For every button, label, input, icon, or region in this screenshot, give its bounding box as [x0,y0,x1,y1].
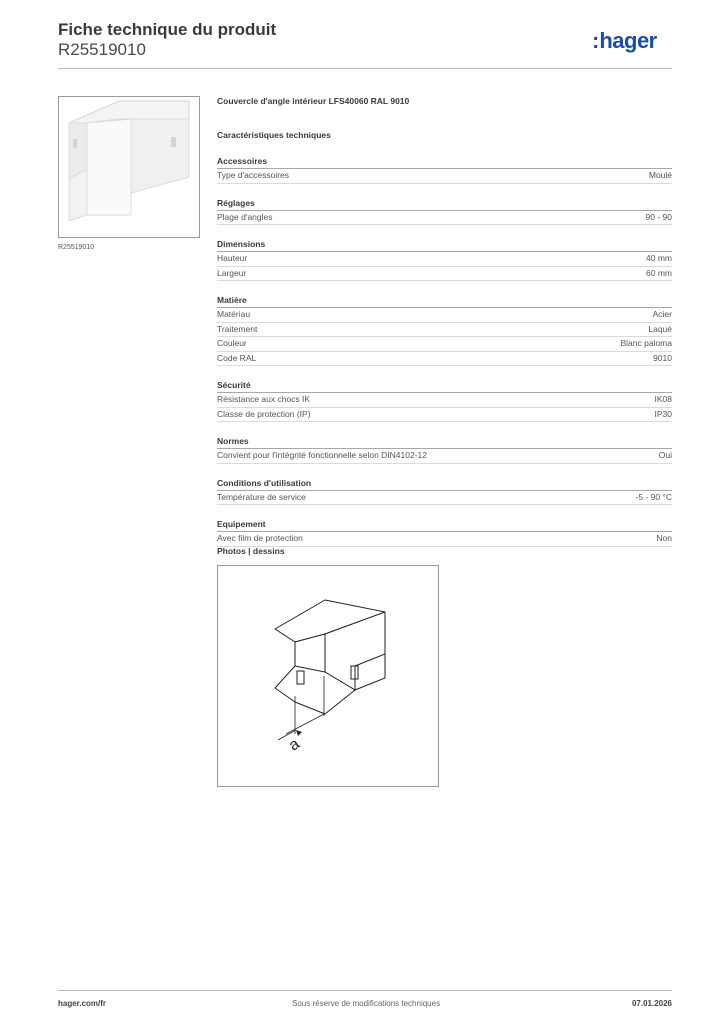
spec-label: Avec film de protection [217,533,303,543]
section-title: Accessoires [217,156,672,169]
spec-label: Type d'accessoires [217,170,290,180]
section-reglages [217,198,672,226]
thumbnail-caption: R25519010 [58,244,95,251]
footer-notice: Sous réserve de modifications techniques [292,999,441,1008]
spec-label: Matériau [217,309,251,319]
footer-date: 07.01.2026 [631,999,672,1008]
spec-row [217,252,672,267]
spec-label: Code RAL [217,352,257,363]
characteristics-title: Caractéristiques techniques [217,130,331,140]
spec-label: Résistance aux chocs IK [217,394,311,404]
spec-value: Acier [652,309,672,319]
product-name: Couvercle d'angle intérieur LFS40060 RAL 9010 [217,96,410,106]
section-accessoires [217,156,672,184]
photos-title: Photos | dessins [217,546,285,556]
spec-value: 60 mm [646,267,672,278]
page-title: Fiche technique du produit [58,20,277,39]
dimension-label: a [285,735,303,755]
section-title: Equipement [217,519,672,532]
spec-row [217,408,672,423]
spec-value: 90 - 90 [645,211,672,222]
spec-row [217,308,672,323]
spec-value: Oui [658,450,672,460]
section-normes [217,436,672,464]
spec-value: 9010 [653,352,672,363]
spec-value: 40 mm [646,253,672,263]
spec-value: Non [656,533,672,543]
spec-value: Blanc paloma [620,338,672,348]
spec-label: Classe de protection (IP) [217,408,311,419]
spec-row [217,449,672,464]
section-title: Sécurité [217,380,672,393]
footer-website[interactable]: hager.com/fr [58,999,107,1008]
spec-label: Traitement [217,323,258,334]
section-title: Réglages [217,198,672,211]
section-equipement [217,519,672,547]
spec-row [217,393,672,408]
hager-logo: :hager [592,28,657,53]
spec-label: Température de service [217,491,306,502]
section-title: Normes [217,436,672,449]
spec-row [217,491,672,506]
spec-label: Convient pour l'intégrité fonctionnelle selon DIN4102-12 [217,450,428,460]
section-dimensions [217,239,672,281]
spec-row [217,211,672,226]
spec-value: Laqué [648,323,672,334]
spec-row [217,169,672,184]
spec-block [217,96,672,547]
header-divider [58,68,672,69]
section-conditions [217,478,672,506]
technical-drawing [217,565,439,787]
spec-label: Plage d'angles [217,211,273,222]
spec-value: IK08 [654,394,672,404]
section-title: Matière [217,295,672,308]
section-title: Conditions d'utilisation [217,478,672,491]
product-thumbnail [58,96,200,238]
spec-label: Largeur [217,267,247,278]
spec-value: Moulé [648,170,672,180]
footer-divider [58,990,672,991]
spec-row [217,352,672,367]
spec-row [217,532,672,547]
spec-label: Hauteur [217,253,248,263]
section-matiere [217,295,672,366]
product-reference: R25519010 [58,40,146,59]
section-securite [217,380,672,422]
spec-label: Couleur [217,338,247,348]
spec-row [217,337,672,352]
spec-value: IP30 [654,408,672,419]
section-title: Dimensions [217,239,672,252]
spec-row [217,267,672,282]
spec-row [217,323,672,338]
spec-value: -5 - 90 °C [635,491,672,502]
